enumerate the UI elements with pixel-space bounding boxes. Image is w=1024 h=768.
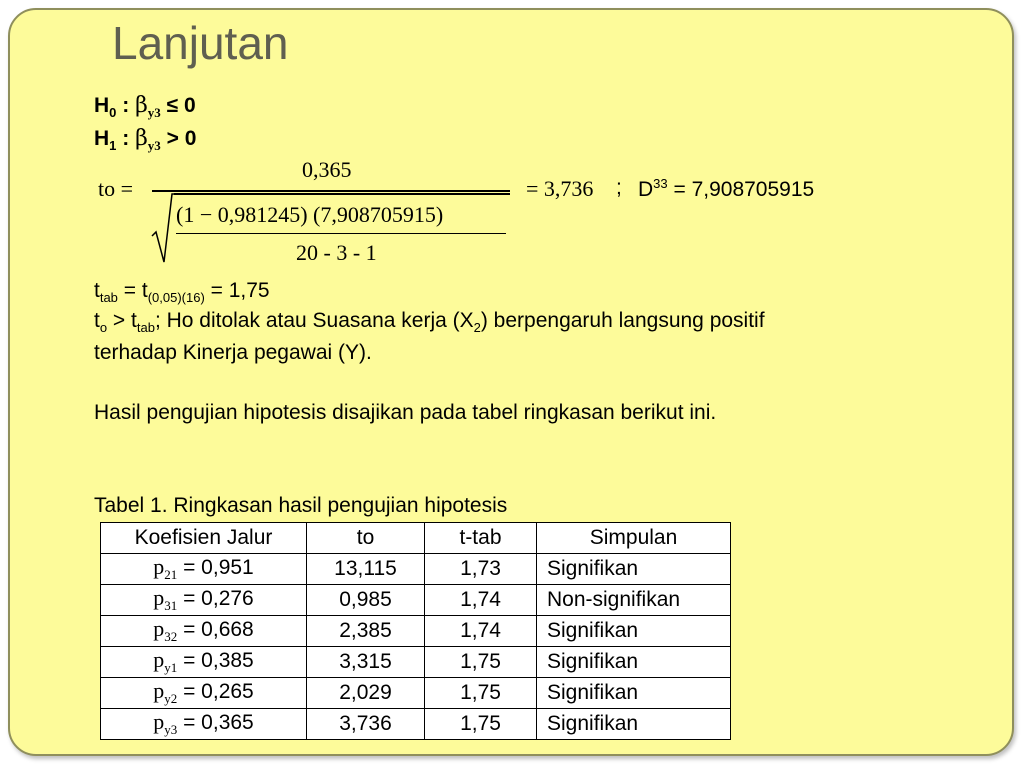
coef-value: = 0,365 <box>177 711 254 735</box>
beta-subscript: y3 <box>147 138 161 154</box>
x-subscript: 2 <box>473 320 481 336</box>
table-row <box>101 678 731 709</box>
path-coefficient <box>101 709 307 740</box>
tab-subscript: tab <box>99 290 118 306</box>
table-row <box>101 585 731 616</box>
t-symbol: t <box>94 309 100 332</box>
sqrt-vinculum <box>174 193 510 195</box>
formula-result: = 3,736 <box>526 176 594 201</box>
to-value: 2,029 <box>307 678 425 709</box>
p-symbol: p <box>153 678 165 704</box>
header-koefisien: Koefisien Jalur <box>101 523 307 554</box>
p-symbol: p <box>153 554 165 580</box>
to-value: 13,115 <box>307 554 425 585</box>
comparison-line <box>94 309 765 335</box>
ttab-value: 1,75 <box>425 678 537 709</box>
header-simpulan: Simpulan <box>537 523 731 554</box>
h0-subscript: 0 <box>109 105 117 121</box>
d-label: D <box>638 178 654 201</box>
ttab-value: 1,73 <box>425 554 537 585</box>
formula-lhs: to = <box>98 176 134 201</box>
formula-separator: ; <box>616 176 622 199</box>
coef-value: = 0,265 <box>177 680 254 704</box>
p-subscript: y1 <box>164 660 178 676</box>
p-subscript: 31 <box>164 598 178 614</box>
h0-label: H <box>94 94 110 117</box>
beta-symbol: β <box>135 126 148 151</box>
comparison-line-2: terhadap Kinerja pegawai (Y). <box>94 341 372 364</box>
inner-fraction-bar <box>176 233 506 234</box>
h1-relation: > 0 <box>160 127 197 150</box>
table-row <box>101 616 731 647</box>
main-fraction-bar <box>152 190 510 192</box>
h1-colon: : <box>116 127 136 150</box>
conclusion-end: ) berpengaruh langsung positif <box>480 309 765 332</box>
formula-inner-denominator: 20 - 3 - 1 <box>296 240 377 265</box>
tab-subscript: tab <box>136 320 155 336</box>
ttab-value: 1,75 <box>425 647 537 678</box>
conclusion: Signifikan <box>537 647 731 678</box>
conclusion-text: ; Ho ditolak atau Suasana kerja (X <box>154 309 474 332</box>
conclusion: Non-signifikan <box>537 585 731 616</box>
formula-inner-numerator: (1 − 0,981245) (7,908705915) <box>176 202 444 227</box>
coef-value: = 0,668 <box>177 618 254 642</box>
h1-subscript: 1 <box>109 138 117 154</box>
table-row <box>101 647 731 678</box>
path-coefficient <box>101 678 307 709</box>
ttab-args: (0,05)(16) <box>147 290 205 306</box>
summary-table <box>100 522 731 740</box>
p-symbol: p <box>153 709 165 735</box>
p-symbol: p <box>153 585 165 611</box>
table-caption: Tabel 1. Ringkasan hasil pengujian hipotesis <box>94 494 508 517</box>
p-symbol: p <box>153 647 165 673</box>
beta-symbol: β <box>135 93 148 118</box>
p-subscript: y3 <box>164 722 178 738</box>
conclusion: Signifikan <box>537 709 731 740</box>
d33-value <box>638 176 814 202</box>
table-row <box>101 554 731 585</box>
p-subscript: 21 <box>164 567 178 583</box>
coef-value: = 0,951 <box>177 556 254 580</box>
coef-value: = 0,276 <box>177 587 254 611</box>
d-number: = 7,908705915 <box>667 178 815 201</box>
h0-relation: ≤ 0 <box>160 94 196 117</box>
h1-label: H <box>94 127 110 150</box>
table-header-row <box>101 523 731 554</box>
h0-colon: : <box>116 94 136 117</box>
ttab-value: 1,74 <box>425 616 537 647</box>
o-subscript: o <box>99 320 108 336</box>
ttab-equals: = t <box>117 279 148 302</box>
header-to: to <box>307 523 425 554</box>
to-value: 2,385 <box>307 616 425 647</box>
path-coefficient <box>101 647 307 678</box>
path-coefficient <box>101 554 307 585</box>
hypothesis-h1 <box>94 126 196 154</box>
slide-title: Lanjutan <box>112 17 289 69</box>
square-root-sign <box>150 192 176 264</box>
ttab-line <box>94 279 270 305</box>
table-row <box>101 709 731 740</box>
header-ttab: t-tab <box>425 523 537 554</box>
coef-value: = 0,385 <box>177 649 254 673</box>
d-superscript: 33 <box>653 176 668 191</box>
conclusion: Signifikan <box>537 616 731 647</box>
p-symbol: p <box>153 616 165 642</box>
t-symbol: t <box>94 279 100 302</box>
to-value: 0,985 <box>307 585 425 616</box>
p-subscript: y2 <box>164 691 178 707</box>
to-value: 3,736 <box>307 709 425 740</box>
ttab-value: 1,75 <box>425 709 537 740</box>
ttab-value: 1,74 <box>425 585 537 616</box>
hypothesis-h0 <box>94 93 196 121</box>
formula-numerator: 0,365 <box>302 157 352 182</box>
beta-subscript: y3 <box>147 105 161 121</box>
path-coefficient <box>101 585 307 616</box>
p-subscript: 32 <box>164 629 178 645</box>
conclusion: Signifikan <box>537 678 731 709</box>
to-value: 3,315 <box>307 647 425 678</box>
conclusion: Signifikan <box>537 554 731 585</box>
path-coefficient <box>101 616 307 647</box>
ttab-value: = 1,75 <box>204 279 270 302</box>
greater-than: > t <box>107 309 137 332</box>
summary-intro: Hasil pengujian hipotesis disajikan pada tabel ringkasan berikut ini. <box>94 401 717 424</box>
